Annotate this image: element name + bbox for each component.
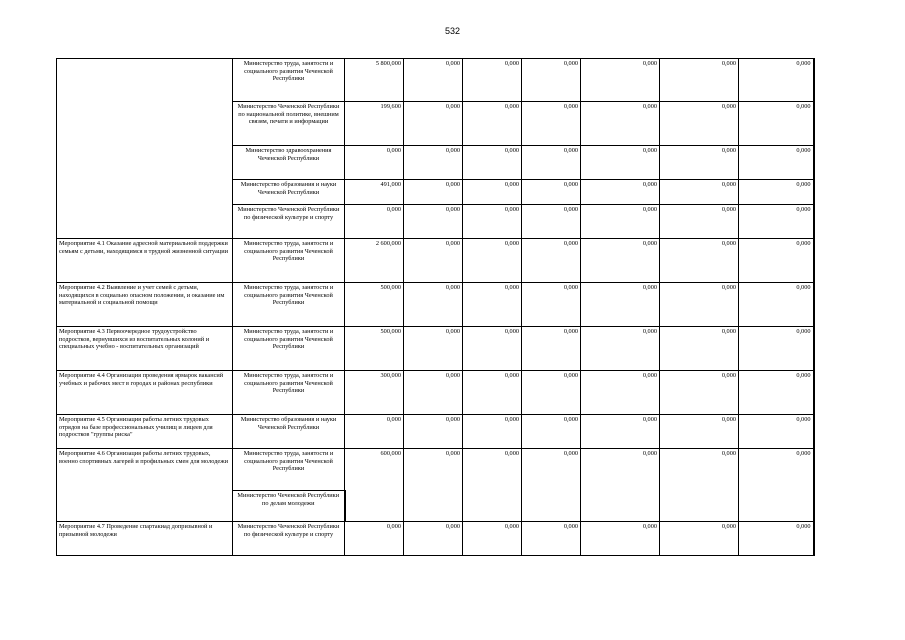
value-cell: 0,000 <box>581 415 660 449</box>
value-cell: 0,000 <box>581 239 660 283</box>
value-cell: 0,000 <box>739 146 814 180</box>
value-cell: 0,000 <box>581 371 660 415</box>
value-cell: 0,000 <box>522 180 581 205</box>
value-cell: 2 600,000 <box>345 239 404 283</box>
value-cell: 0,000 <box>739 205 814 239</box>
executor-cell: Министерство труда, занятости и социального развития Чеченской Республики <box>233 371 345 415</box>
value-cell: 0,000 <box>739 180 814 205</box>
value-cell: 0,000 <box>345 205 404 239</box>
value-cell: 0,000 <box>739 327 814 371</box>
value-cell: 0,000 <box>660 415 739 449</box>
executor-cell: Министерство труда, занятости и социального развития Чеченской Республики <box>233 239 345 283</box>
value-cell: 0,000 <box>660 449 739 522</box>
value-cell: 0,000 <box>660 327 739 371</box>
table-row <box>57 371 814 415</box>
value-cell: 0,000 <box>581 205 660 239</box>
executor-cell: Министерство Чеченской Республики по национальной политике, внешним связям, печати и информации <box>233 102 345 146</box>
executor-cell: Министерство труда, занятости и социального развития Чеченской Республики <box>233 327 345 371</box>
value-cell: 0,000 <box>660 59 739 102</box>
event-cell: Мероприятие 4.7 Проведение спартакиад допризывной и призывной молодежи <box>57 522 233 556</box>
value-cell: 0,000 <box>404 449 463 522</box>
value-cell: 0,000 <box>660 239 739 283</box>
value-cell: 0,000 <box>739 239 814 283</box>
executor-cell: Министерство Чеченской Республики по физической культуре и спорту <box>233 522 345 556</box>
table-row <box>57 327 814 371</box>
event-cell: Мероприятие 4.5 Организация работы летних трудовых отрядов на базе профессиональных училищ и лицеев для подростков "группы риска" <box>57 415 233 449</box>
event-cell: Мероприятие 4.1 Оказание адресной материальной поддержки семьям с детьми, находящимся в трудной жизненной ситуации <box>57 239 233 283</box>
value-cell: 0,000 <box>463 371 522 415</box>
value-cell: 0,000 <box>581 449 660 522</box>
value-cell: 0,000 <box>463 146 522 180</box>
value-cell: 0,000 <box>404 146 463 180</box>
value-cell: 0,000 <box>404 102 463 146</box>
value-cell: 0,000 <box>522 449 581 522</box>
value-cell: 0,000 <box>739 102 814 146</box>
value-cell: 0,000 <box>404 327 463 371</box>
value-cell: 0,000 <box>581 327 660 371</box>
event-cell: Мероприятие 4.4 Организация проведения ярмарок вакансий учебных и рабочих мест в городах и районах республики <box>57 371 233 415</box>
value-cell: 0,000 <box>463 522 522 556</box>
table-row <box>57 415 814 449</box>
value-cell: 199,600 <box>345 102 404 146</box>
value-cell: 0,000 <box>739 415 814 449</box>
value-cell: 0,000 <box>739 449 814 522</box>
value-cell: 0,000 <box>522 239 581 283</box>
event-cell: Мероприятие 4.6 Организация работы летних трудовых, военно спортивных лагерей и профильных смен для молодежи <box>57 449 233 522</box>
value-cell: 0,000 <box>660 180 739 205</box>
value-cell: 0,000 <box>463 205 522 239</box>
value-cell: 0,000 <box>581 180 660 205</box>
value-cell: 0,000 <box>463 283 522 327</box>
executor-cell: Министерство труда, занятости и социального развития Чеченской Республики <box>233 59 345 102</box>
value-cell: 0,000 <box>404 283 463 327</box>
event-cell <box>57 59 233 239</box>
value-cell: 0,000 <box>739 522 814 556</box>
event-cell: Мероприятие 4.2 Выявление и учет семей с детьми, находящихся в социально опасном положении, и оказание им материальной и социальной помощи <box>57 283 233 327</box>
value-cell: 0,000 <box>522 283 581 327</box>
value-cell: 0,000 <box>463 59 522 102</box>
value-cell: 500,000 <box>345 327 404 371</box>
value-cell: 0,000 <box>404 415 463 449</box>
executor-cell: Министерство Чеченской Республики по делам молодежи <box>233 491 345 522</box>
value-cell: 0,000 <box>345 522 404 556</box>
value-cell: 0,000 <box>463 180 522 205</box>
event-cell: Мероприятие 4.3 Первоочередное трудоустройство подростков, вернувшихся из воспитательных колоний и специальных учебно - воспитательных организаций <box>57 327 233 371</box>
value-cell: 0,000 <box>522 205 581 239</box>
value-cell: 600,000 <box>345 449 404 522</box>
executor-cell: Министерство труда, занятости и социального развития Чеченской Республики <box>233 449 345 491</box>
executor-cell: Министерство образования и науки Чеченской Республики <box>233 180 345 205</box>
value-cell: 0,000 <box>463 327 522 371</box>
value-cell: 0,000 <box>660 146 739 180</box>
table-row <box>57 522 814 556</box>
value-cell: 0,000 <box>404 239 463 283</box>
value-cell: 0,000 <box>581 283 660 327</box>
value-cell: 0,000 <box>660 371 739 415</box>
value-cell: 0,000 <box>739 371 814 415</box>
value-cell: 0,000 <box>660 102 739 146</box>
value-cell: 0,000 <box>660 205 739 239</box>
executor-cell: Министерство труда, занятости и социального развития Чеченской Республики <box>233 283 345 327</box>
value-cell: 0,000 <box>522 415 581 449</box>
value-cell: 0,000 <box>739 283 814 327</box>
executor-cell: Министерство здравоохранения Чеченской Республики <box>233 146 345 180</box>
value-cell: 0,000 <box>404 205 463 239</box>
value-cell: 0,000 <box>522 371 581 415</box>
value-cell: 5 800,000 <box>345 59 404 102</box>
value-cell: 0,000 <box>404 522 463 556</box>
value-cell: 0,000 <box>581 59 660 102</box>
value-cell: 0,000 <box>404 59 463 102</box>
table-row <box>57 283 814 327</box>
table-row <box>57 239 814 283</box>
value-cell: 0,000 <box>522 59 581 102</box>
value-cell: 500,000 <box>345 283 404 327</box>
value-cell: 0,000 <box>581 102 660 146</box>
value-cell: 0,000 <box>660 283 739 327</box>
value-cell: 300,000 <box>345 371 404 415</box>
value-cell: 0,000 <box>739 59 814 102</box>
value-cell: 0,000 <box>522 146 581 180</box>
value-cell: 491,000 <box>345 180 404 205</box>
value-cell: 0,000 <box>404 371 463 415</box>
value-cell: 0,000 <box>581 146 660 180</box>
table-row <box>57 59 814 102</box>
value-cell: 0,000 <box>463 102 522 146</box>
value-cell: 0,000 <box>660 522 739 556</box>
value-cell: 0,000 <box>463 449 522 522</box>
value-cell: 0,000 <box>522 327 581 371</box>
value-cell: 0,000 <box>522 522 581 556</box>
value-cell: 0,000 <box>404 180 463 205</box>
value-cell: 0,000 <box>581 522 660 556</box>
executor-cell: Министерство Чеченской Республики по физической культуре и спорту <box>233 205 345 239</box>
budget-table <box>56 58 815 556</box>
executor-cell: Министерство образования и науки Чеченской Республики <box>233 415 345 449</box>
value-cell: 0,000 <box>463 239 522 283</box>
table-row <box>57 449 814 491</box>
value-cell: 0,000 <box>345 415 404 449</box>
page-number: 532 <box>444 26 461 36</box>
value-cell: 0,000 <box>345 146 404 180</box>
value-cell: 0,000 <box>463 415 522 449</box>
value-cell: 0,000 <box>522 102 581 146</box>
